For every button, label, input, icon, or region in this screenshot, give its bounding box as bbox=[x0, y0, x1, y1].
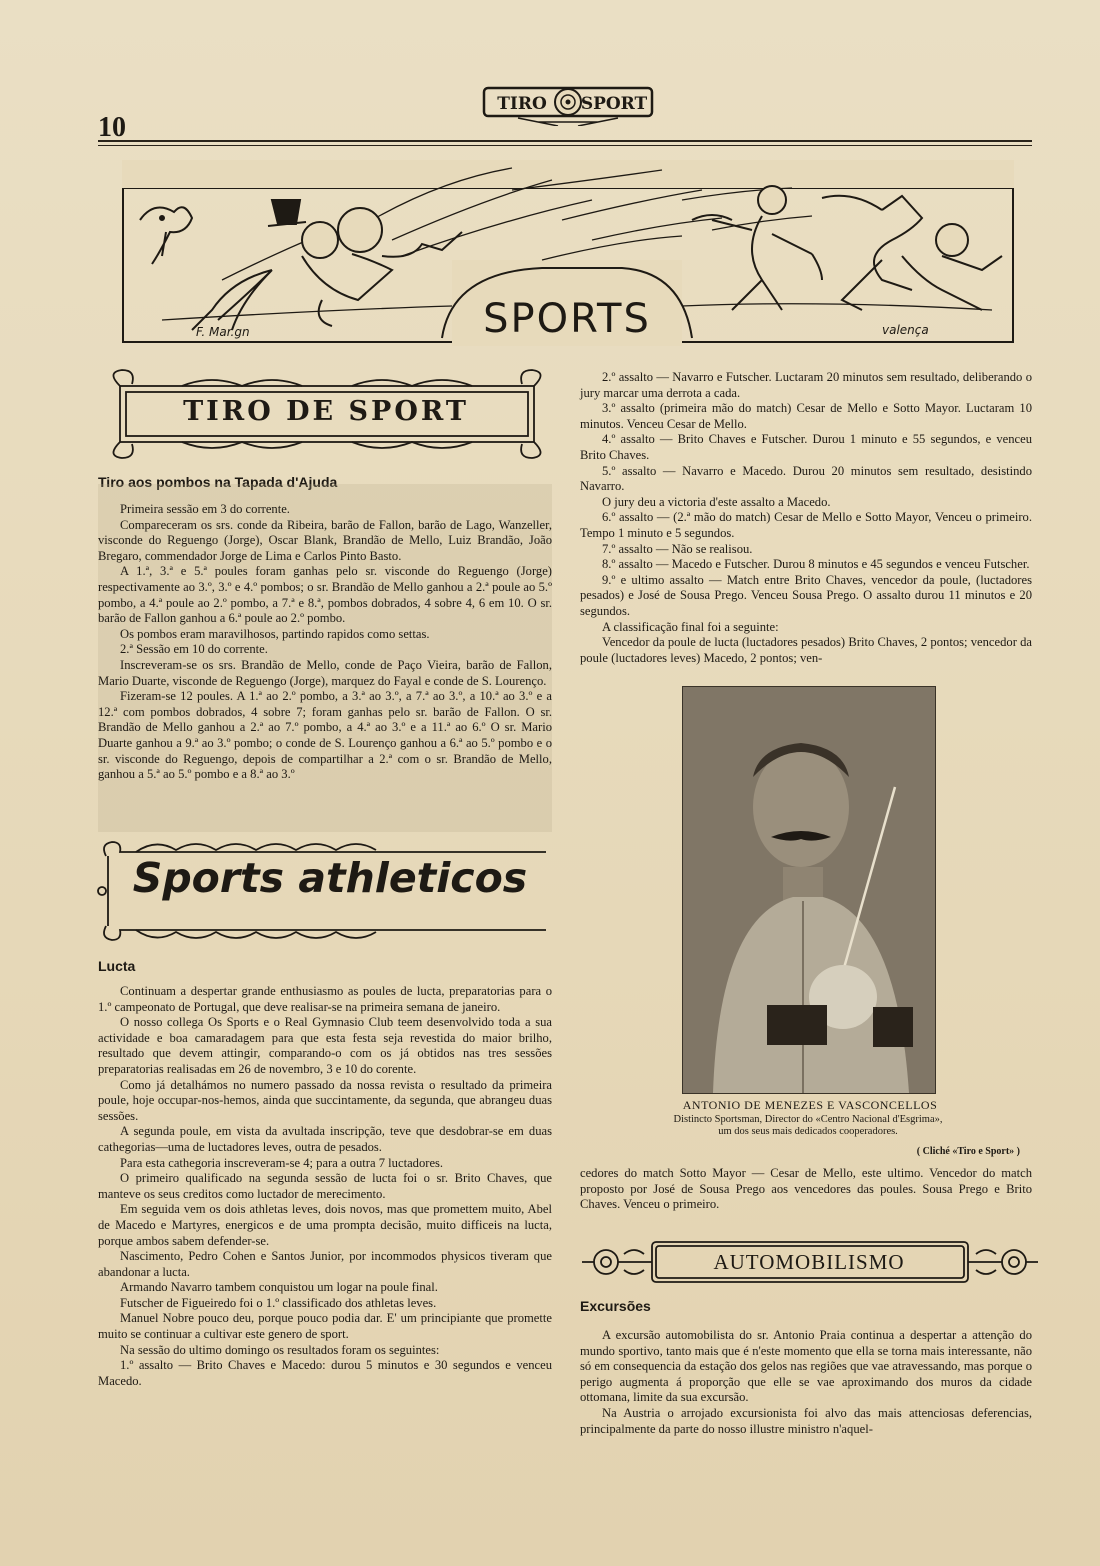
section-title-athleticos: Sports athleticos bbox=[132, 854, 528, 902]
banner-title: SPORTS bbox=[483, 296, 651, 342]
signature-right: valença bbox=[882, 323, 929, 337]
paragraph: 5.º assalto — Navarro e Macedo. Durou 20 minutos sem resultado, desistindo Navarro. bbox=[580, 463, 1032, 494]
paragraph: O jury deu a victoria d'este assalto a Macedo. bbox=[602, 494, 831, 509]
caption-line: um dos seus mais dedicados cooperadores. bbox=[718, 1126, 898, 1137]
paragraph: 3.º assalto (primeira mão do match) Cesar de Mello e Sotto Mayor. Luctaram 10 minutos. Venceu Cesar de Mello. bbox=[580, 401, 1032, 431]
paragraph: Futscher de Figueiredo foi o 1.º classificado dos athletas leves. bbox=[120, 1295, 437, 1310]
paragraph: Fizeram-se 12 poules. A 1.ª ao 2.º pombo, a 3.ª ao 3.º, a 7.ª ao 3.º, a 10.ª ao 3.º e a 12.ª com pombos dobrados, 4 sobre 7; foram ganhas pelo sr. barão de Fallon. O sr. Brandão de Mello ganhou a 2.ª ao 7.º pombo, a 4.ª ao 3.º e a 11.ª ao 6.º O sr. Mario Duarte ganhou a 9.ª ao 3.º pombo; o conde de S. Lourenço ganhou a 6.ª ao 5.º pombo e o sr. visconde do Reguengo, depois de compartilhar a 2.ª com o sr. Brandão de Mello, ganhou a 5.ª ao 5.º pombo e a 8.ª ao 3.º bbox=[98, 689, 552, 782]
svg-text:SPORT: SPORT bbox=[580, 94, 648, 114]
paragraph: Continuam a despertar grande enthusiasmo as poules de lucta, preparatorias para o 1.º campeonato de Portugal, que deve realisar-se na primeira semana de janeiro. bbox=[98, 984, 552, 1014]
paragraph: O primeiro qualificado na segunda sessão de lucta foi o sr. Brito Chaves, que manteve os seus creditos como luctador de merecimento. bbox=[98, 1171, 552, 1201]
paragraph: O nosso collega Os Sports e o Real Gymnasio Club teem desenvolvido toda a sua actividade e boa camaradagem para que esta festa seja revestida do maior brilho, resultado que devem attingir, comparando-o com os já obtidos nas tres sessões preparatorias realisadas em 26 de novembro, 3 e 10 do corente. bbox=[98, 1015, 552, 1076]
article-lucta-conclusion bbox=[580, 1166, 1032, 1213]
paragraph: Nascimento, Pedro Cohen e Santos Junior, por incommodos physicos tiveram que abandonar a lucta. bbox=[98, 1249, 552, 1279]
section-title-automobilismo: AUTOMOBILISMO bbox=[713, 1250, 905, 1274]
paragraph: 2.ª Sessão em 10 do corrente. bbox=[120, 642, 268, 657]
paragraph: Primeira sessão em 3 do corrente. bbox=[120, 502, 290, 516]
caption-line: Distincto Sportsman, Director do «Centro Nacional d'Esgrima», bbox=[673, 1114, 943, 1125]
masthead-logo bbox=[478, 82, 658, 126]
signature-left: F. Mar.gn bbox=[196, 325, 250, 339]
paragraph: Na sessão do ultimo domingo os resultados foram os seguintes: bbox=[120, 1342, 440, 1357]
article-lucta-continued bbox=[580, 370, 1032, 666]
portrait-photo bbox=[682, 686, 936, 1094]
paragraph: 2.º assalto — Navarro e Futscher. Luctaram 20 minutos sem resultado, deliberando o jury marcar uma derrota a cada. bbox=[580, 370, 1032, 400]
paragraph: Em seguida vem os dois athletas leves, dois novos, mas que promettem muito, Abel de Macedo e Martyres, energicos e de uma prompta decisão, muito difficeis na lucta, porque ambos sabem defender-se. bbox=[98, 1202, 552, 1248]
photo-caption-name: ANTONIO DE MENEZES E VASCONCELLOS bbox=[682, 1098, 938, 1112]
paragraph: Vencedor da poule de lucta (luctadores pesados) Brito Chaves, 2 pontos; vencedor da poule (luctadores leves) Macedo, 2 pontos; ven- bbox=[580, 635, 1032, 665]
sports-banner-illustration bbox=[122, 160, 1014, 346]
header-rule bbox=[98, 140, 1032, 142]
page-number: 10 bbox=[98, 112, 126, 143]
paragraph: A segunda poule, em vista da avultada inscripção, teve que desdobrar-se em duas cathegorias—uma de luctadores leves, outra de pesados. bbox=[98, 1124, 552, 1154]
paragraph: Manuel Nobre pouco deu, porque pouco podia dar. E' um principiante que promette muito se continuar a cultivar este genero de sport. bbox=[98, 1311, 552, 1342]
paragraph: Na Austria o arrojado excursionista foi alvo das mais attenciosas deferencias, principalmente da parte do nosso illustre ministro n'aquel- bbox=[580, 1405, 1032, 1436]
paragraph: Os pombos eram maravilhosos, partindo rapidos como settas. bbox=[120, 626, 430, 641]
paragraph: 9.º e ultimo assalto — Match entre Brito Chaves, vencedor da poule, (luctadores pesados) e José de Sousa Prego. Venceu Sousa Prego. O assalto durou 11 minutos e 20 segundos. bbox=[580, 572, 1032, 618]
paragraph: Armando Navarro tambem conquistou um logar na poule final. bbox=[120, 1280, 438, 1295]
paragraph: A classificação final foi a seguinte: bbox=[602, 619, 779, 634]
paragraph: Inscreveram-se os srs. Brandão de Mello, conde de Paço Vieira, barão de Fallon, Mario Duarte, visconde de Reguengo (Jorge), marquez do Fayal e conde de S. Lourenço. bbox=[98, 657, 552, 688]
subhead-excursoes: Excursões bbox=[580, 1298, 651, 1314]
subhead-lucta: Lucta bbox=[98, 958, 136, 974]
paragraph: Para esta cathegoria inscreveram-se 4; para a outra 7 luctadores. bbox=[120, 1155, 444, 1170]
photo-caption-description bbox=[628, 1114, 988, 1138]
paragraph: cedores do match Sotto Mayor — Cesar de Mello, este ultimo. Vencedor do match proposto por José de Sousa Prego aos vencedores das poules. Sousa Prego e Brito Chaves. Venceu o primeiro. bbox=[580, 1166, 1032, 1212]
paragraph: 1.º assalto — Brito Chaves e Macedo: durou 5 minutos e 30 segundos e venceu Macedo. bbox=[98, 1358, 552, 1388]
svg-text:TIRO: TIRO bbox=[497, 94, 547, 114]
article-automobilismo-body bbox=[580, 1328, 1032, 1437]
paragraph: A excursão automobilista do sr. Antonio Praia continua a despertar a attenção do mundo sportivo, tanto mais que é n'este momento que ella se torna mais interessante, não só em consequencia da estação dos gelos nas regiões que vae atravessando, mas porque o perigo augmenta á proporção que elle se vae aproximando dos muros da cidade ottomana, limite da sua excursão. bbox=[580, 1328, 1032, 1405]
paragraph: 6.º assalto — (2.ª mão do match) Cesar de Mello e Sotto Mayor, Venceu o primeiro. Tempo 1 minuto e 5 segundos. bbox=[580, 510, 1032, 540]
header-rule-thin bbox=[98, 145, 1032, 146]
paragraph: A 1.ª, 3.ª e 5.ª poules foram ganhas pelo sr. visconde do Reguengo (Jorge) respectivamente ao 3.º, 3.º e 4.º pombos; o sr. Brandão de Mello ganhou a 2.ª poule ao 5.º pombo, a 4.ª poule ao 2.º pombo, a 7.ª e 8.ª, pombos dobrados, 4 sobre 4, 6 em 10. O sr. barão de Fallon ganhou a 6.ª poule ao 2.º pombo. bbox=[98, 564, 552, 626]
article-tiro-body bbox=[98, 502, 552, 783]
section-title-tiro: TIRO DE SPORT bbox=[183, 396, 469, 427]
paragraph: 7.º assalto — Não se realisou. bbox=[602, 541, 753, 556]
paragraph: 4.º assalto — Brito Chaves e Futscher. Durou 1 minuto e 55 segundos, e venceu Brito Chaves. bbox=[580, 432, 1032, 462]
photo-credit: ( Cliché «Tiro e Sport» ) bbox=[916, 1146, 1020, 1157]
paragraph: Como já detalhámos no numero passado da nossa revista o resultado da primeira poule, hoje occupar-nos-hemos, ainda que succintamente, da segunda, que abrangeu duas sessões. bbox=[98, 1077, 552, 1123]
subhead-tiro-pombos: Tiro aos pombos na Tapada d'Ajuda bbox=[98, 474, 338, 490]
paragraph: 8.º assalto — Macedo e Futscher. Durou 8 minutos e 45 segundos e venceu Futscher. bbox=[602, 557, 1030, 572]
article-lucta-body bbox=[98, 984, 552, 1389]
paragraph: Compareceram os srs. conde da Ribeira, barão de Fallon, barão de Lago, Wanzeller, visconde do Reguengo (Jorge), Oscar Blank, Brandão de Mello, Luiz Brandão, João Bregaro, commendador Jorge de Lima e Carlos Pinto Basto. bbox=[98, 517, 552, 563]
